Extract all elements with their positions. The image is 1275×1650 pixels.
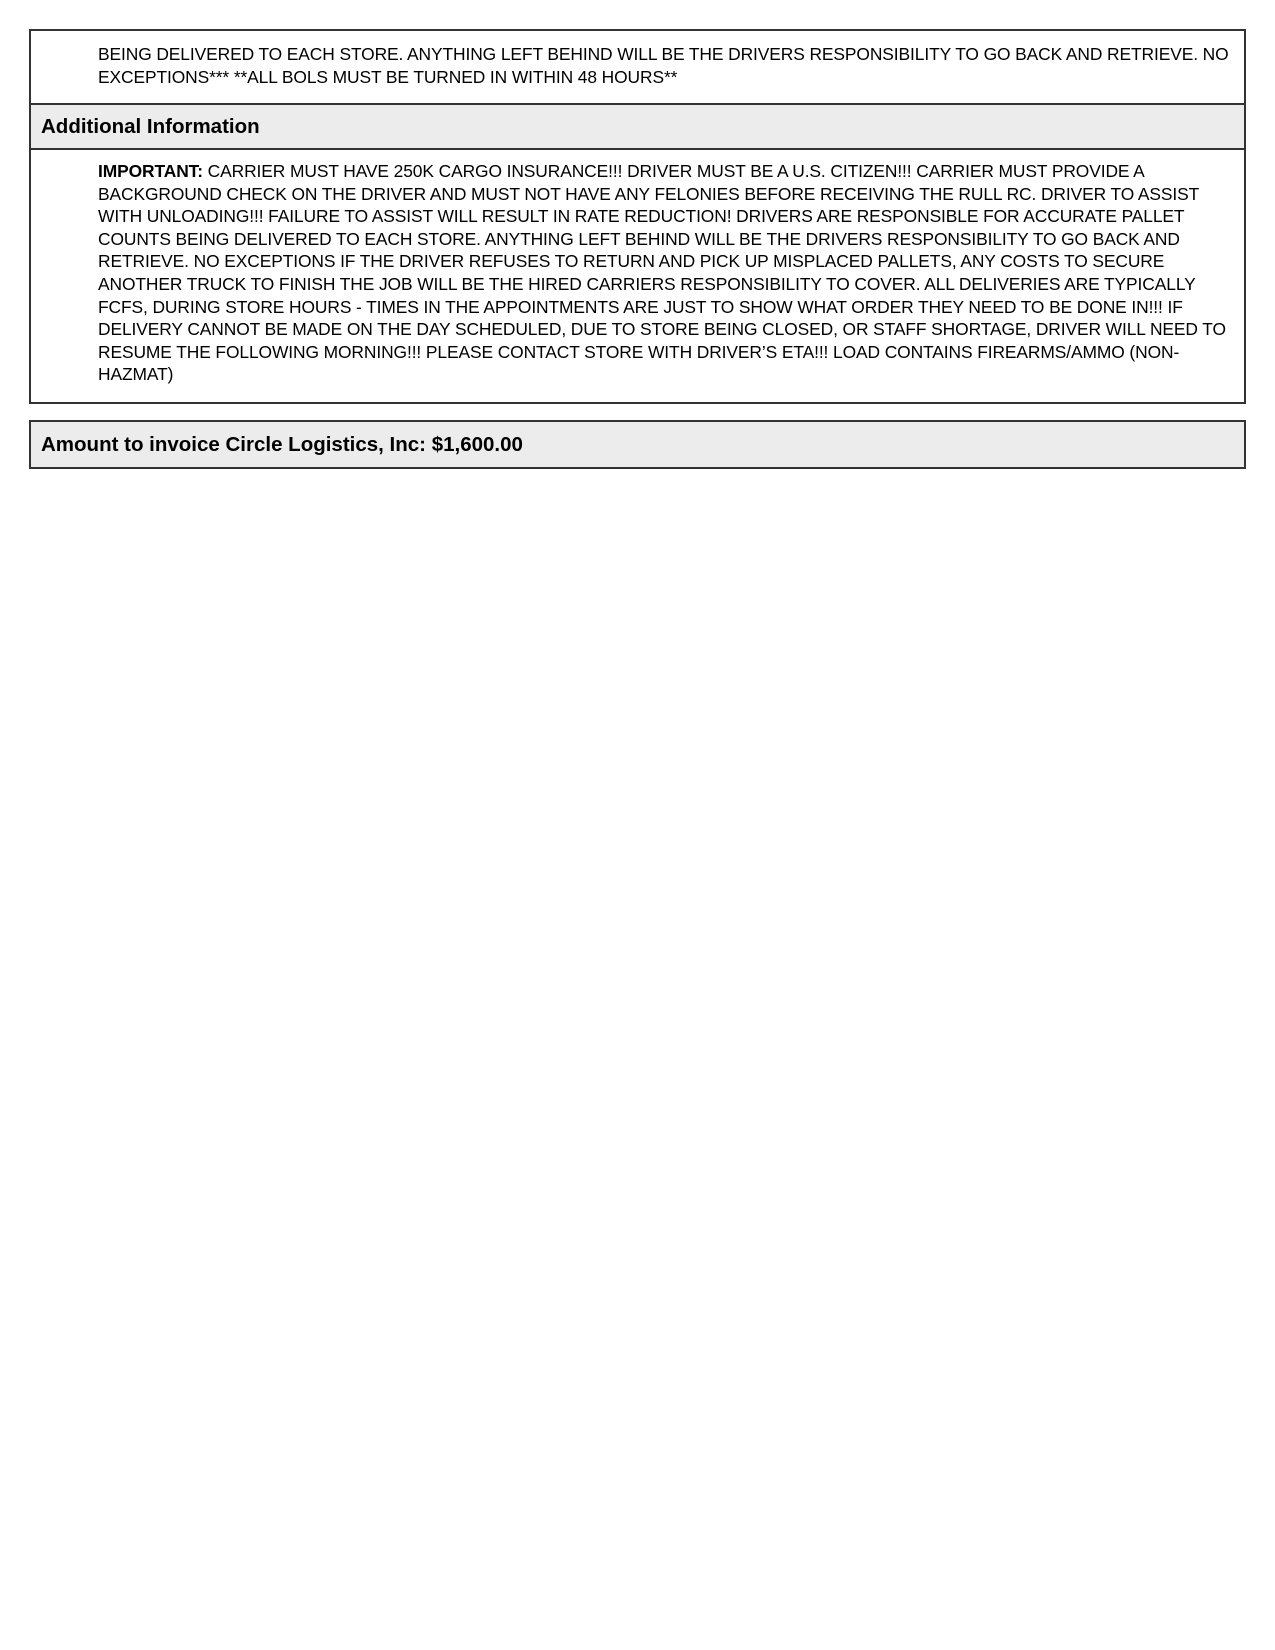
continued-instructions-text: BEING DELIVERED TO EACH STORE. ANYTHING LEFT BEHIND WILL BE THE DRIVERS RESPONSIBILITY TO GO BACK AND RETRIEVE. NO EXCEPTIONS*** **ALL BOLS MUST BE TURNED IN WITHIN 48 HOURS**: [98, 44, 1229, 87]
additional-information-section: [29, 103, 1246, 404]
additional-information-heading: Additional Information: [31, 105, 1244, 150]
continued-instructions-box: [29, 29, 1246, 105]
important-label: IMPORTANT:: [98, 161, 203, 181]
additional-information-body: [31, 150, 1244, 386]
invoice-amount-section: [29, 420, 1246, 469]
invoice-amount-label: Amount to invoice Circle Logistics, Inc: $1,600.00: [31, 422, 1244, 467]
important-text: CARRIER MUST HAVE 250K CARGO INSURANCE!!! DRIVER MUST BE A U.S. CITIZEN!!! CARRIER MUST PROVIDE A BACKGROUND CHECK ON THE DRIVER AND MUST NOT HAVE ANY FELONIES BEFORE RECEIVING THE RULL RC. DRIVER TO ASSIST WITH UNLOADING!!! FAILURE TO ASSIST WILL RESULT IN RATE REDUCTION! DRIVERS ARE RESPONSIBLE FOR ACCURATE PALLET COUNTS BEING DELIVERED TO EACH STORE. ANYTHING LEFT BEHIND WILL BE THE DRIVERS RESPONSIBILITY TO GO BACK AND RETRIEVE. NO EXCEPTIONS IF THE DRIVER REFUSES TO RETURN AND PICK UP MISPLACED PALLETS, ANY COSTS TO SECURE ANOTHER TRUCK TO FINISH THE JOB WILL BE THE HIRED CARRIERS RESPONSIBILITY TO COVER. ALL DELIVERIES ARE TYPICALLY FCFS, DURING STORE HOURS - TIMES IN THE APPOINTMENTS ARE JUST TO SHOW WHAT ORDER THEY NEED TO BE DONE IN!!! IF DELIVERY CANNOT BE MADE ON THE DAY SCHEDULED, DUE TO STORE BEING CLOSED, OR STAFF SHORTAGE, DRIVER WILL NEED TO RESUME THE FOLLOWING MORNING!!! PLEASE CONTACT STORE WITH DRIVER’S ETA!!! LOAD CONTAINS FIREARMS/AMMO (NON-HAZMAT): [98, 161, 1226, 385]
